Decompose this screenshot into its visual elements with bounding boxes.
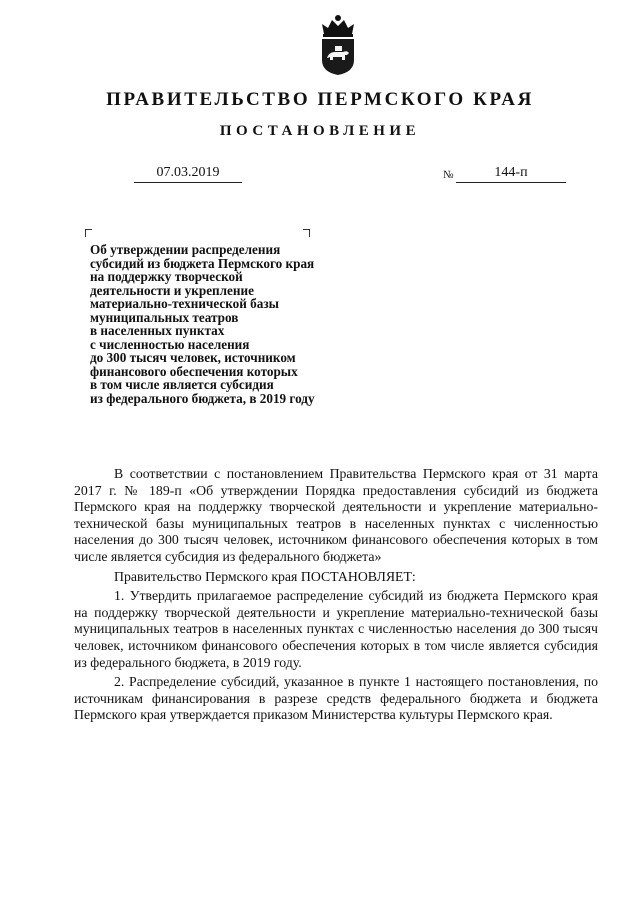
perm-krai-coat-of-arms-icon	[316, 12, 360, 76]
subject-line: до 300 тысяч человек, источником	[90, 350, 296, 365]
document-number: 144-п	[456, 164, 566, 183]
document-body	[74, 466, 598, 724]
preamble-paragraph: В соответствии с постановлением Правительства Пермского края от 31 марта 2017 г. № 189-п «Об утверждении Порядка предоставления субсидий из бюджета Пермского края на поддержку творческой деятельности и укрепление материально-технической базы муниципальных театров в населенных пунктах с численностью населения до 300 тысяч человек, источником финансового обеспечения которых в том числе является субсидия из федерального бюджета»	[74, 466, 598, 564]
government-title: ПРАВИТЕЛЬСТВО ПЕРМСКОГО КРАЯ	[106, 89, 534, 110]
number-label: №	[443, 169, 454, 181]
subject-line: с численностью населения	[90, 336, 250, 352]
subject-line: муниципальных театров	[90, 309, 239, 325]
subject-line: Об утверждении распределения	[90, 242, 281, 257]
subject-line: субсидий из бюджета Пермского края	[90, 255, 315, 271]
subject-line: из федерального бюджета, в 2019 году	[90, 390, 315, 406]
subject-bracket-right	[303, 229, 310, 237]
item-2-paragraph: 2. Распределение субсидий, указанное в пункте 1 настоящего постановления, по источникам финансирования в разрезе средств федерального бюджета и бюджета Пермского края утверждается приказом Министерства культуры Пермского края.	[74, 674, 598, 723]
decree-paragraph: Правительство Пермского края ПОСТАНОВЛЯЕТ:	[114, 568, 416, 584]
subject-line: финансового обеспечения которых	[90, 363, 298, 379]
document-date: 07.03.2019	[134, 164, 242, 183]
subject-line: в том числе является субсидия	[90, 377, 274, 392]
subject-line: в населенных пунктах	[90, 323, 225, 338]
item-1-paragraph: 1. Утвердить прилагаемое распределение субсидий из бюджета Пермского края на поддержку творческой деятельности и укрепление материально-технической базы муниципальных театров в населенных пунктах с численностью населения до 300 тысяч человек, источником финансового обеспечения которых в том числе является субсидия из федерального бюджета, в 2019 году.	[74, 588, 598, 670]
document-subject	[90, 243, 390, 405]
document-type: ПОСТАНОВЛЕНИЕ	[219, 123, 421, 139]
subject-line: материально-технической базы	[90, 296, 279, 311]
subject-bracket-left	[85, 229, 92, 237]
subject-line: на поддержку творческой	[90, 269, 243, 284]
subject-line: деятельности и укрепление	[90, 282, 254, 298]
